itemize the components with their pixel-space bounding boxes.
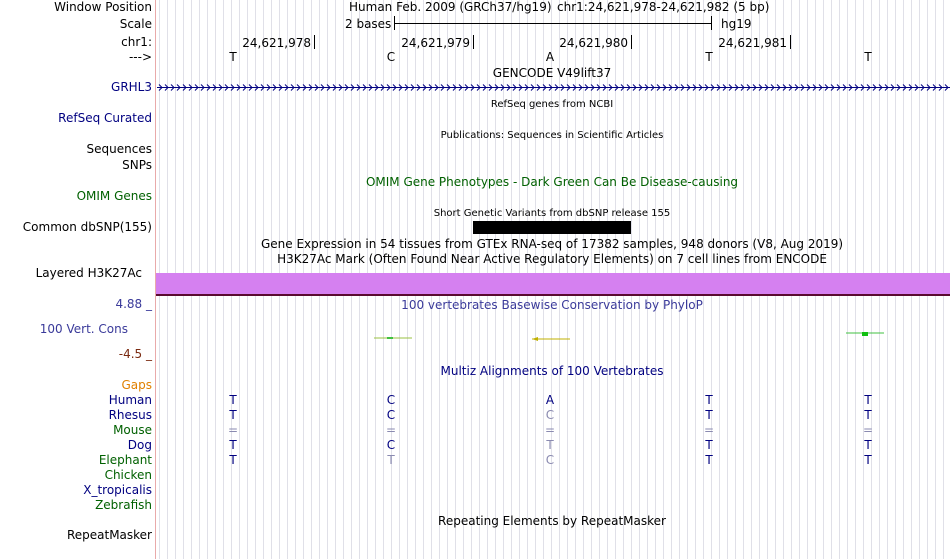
track-label-dbsnp[interactable]: Common dbSNP(155) xyxy=(22,220,152,234)
position-tick xyxy=(314,35,315,49)
scale-bar xyxy=(394,23,712,24)
publications-track-title: Publications: Sequences in Scientific Articles xyxy=(440,130,664,141)
aligned-base: = xyxy=(862,423,874,437)
aligned-base: T xyxy=(864,453,872,467)
position-label: 24,621,981 xyxy=(718,36,787,50)
track-label-repeatmasker[interactable]: RepeatMasker xyxy=(66,528,152,542)
species-label: Human xyxy=(108,393,152,407)
chr-label: chr1: xyxy=(121,35,152,49)
phylop-max-label: 4.88 _ xyxy=(115,297,152,311)
reference-base: C xyxy=(386,50,396,64)
aligned-base: A xyxy=(545,393,555,407)
track-label-h3k27ac[interactable]: Layered H3K27Ac xyxy=(35,266,142,280)
aligned-base: C xyxy=(386,408,396,422)
strand-label: ---> xyxy=(128,50,152,64)
phylop-signal[interactable] xyxy=(156,325,950,345)
position-label: 24,621,980 xyxy=(559,36,628,50)
repeatmasker-track-title: Repeating Elements by RepeatMasker xyxy=(438,514,666,528)
species-label: X_tropicalis xyxy=(83,483,152,497)
aligned-base: = xyxy=(385,423,397,437)
aligned-base: = xyxy=(227,423,239,437)
aligned-base: T xyxy=(546,438,554,452)
position-tick xyxy=(473,35,474,49)
aligned-base: T xyxy=(705,393,713,407)
omim-track-title: OMIM Gene Phenotypes - Dark Green Can Be Disease-causing xyxy=(365,175,739,189)
aligned-base: T xyxy=(864,408,872,422)
aligned-base: C xyxy=(545,408,555,422)
reference-base: T xyxy=(864,50,872,64)
reference-base: T xyxy=(229,50,237,64)
species-label: Gaps xyxy=(121,378,152,392)
dbsnp-track-title: Short Genetic Variants from dbSNP release 155 xyxy=(433,208,671,219)
track-label-omim[interactable]: OMIM Genes xyxy=(76,189,152,203)
h3k27ac-signal[interactable] xyxy=(156,273,950,294)
aligned-base: T xyxy=(705,453,713,467)
scale-bar-right-tick xyxy=(711,16,712,30)
track-label-refseq[interactable]: RefSeq Curated xyxy=(58,111,152,125)
aligned-base: T xyxy=(705,438,713,452)
scale-text: 2 bases xyxy=(345,17,392,31)
track-label-sequences[interactable]: Sequences xyxy=(86,142,152,156)
gtex-track-title: Gene Expression in 54 tissues from GTEx RNA-seq of 17382 samples, 948 donors (V8, Aug 2019) xyxy=(260,237,844,251)
aligned-base: T xyxy=(387,453,395,467)
window-position-label: Window Position xyxy=(54,0,152,14)
species-label: Dog xyxy=(127,438,152,452)
reference-base: T xyxy=(705,50,713,64)
multiz-track-title: Multiz Alignments of 100 Vertebrates xyxy=(440,364,664,378)
track-label-snps[interactable]: SNPs xyxy=(122,158,152,172)
species-label: Mouse xyxy=(113,423,152,437)
species-label: Rhesus xyxy=(108,408,152,422)
aligned-base: C xyxy=(386,393,396,407)
aligned-base: C xyxy=(386,438,396,452)
position-coords: chr1:24,621,978-24,621,982 (5 bp) xyxy=(557,0,770,14)
position-tick xyxy=(631,35,632,49)
aligned-base: T xyxy=(705,408,713,422)
species-label: Zebrafish xyxy=(95,498,152,512)
position-label: 24,621,979 xyxy=(401,36,470,50)
species-label: Elephant xyxy=(98,453,152,467)
h3k27ac-baseline xyxy=(156,294,950,296)
gencode-track-title: GENCODE V49lift37 xyxy=(492,66,612,80)
phylop-track-title: 100 vertebrates Basewise Conservation by PhyloP xyxy=(401,298,703,312)
gencode-transcript[interactable] xyxy=(157,80,950,95)
h3k27ac-track-title: H3K27Ac Mark (Often Found Near Active Regulatory Elements) on 7 cell lines from ENCODE xyxy=(277,252,827,266)
track-label-phylop[interactable]: 100 Vert. Cons xyxy=(39,322,128,336)
aligned-base: T xyxy=(229,408,237,422)
aligned-base: = xyxy=(544,423,556,437)
transcript-intron-arrows xyxy=(157,80,950,95)
species-label: Chicken xyxy=(104,468,152,482)
aligned-base: T xyxy=(864,393,872,407)
position-tick xyxy=(790,35,791,49)
aligned-base: T xyxy=(229,438,237,452)
aligned-base: = xyxy=(703,423,715,437)
phylop-bars xyxy=(156,325,950,345)
aligned-base: T xyxy=(229,453,237,467)
phylop-min-label: -4.5 _ xyxy=(118,347,152,361)
refseq-track-title: RefSeq genes from NCBI xyxy=(490,99,614,110)
assembly-name: Human Feb. 2009 (GRCh37/hg19) xyxy=(349,0,552,14)
aligned-base: T xyxy=(864,438,872,452)
scale-label: Scale xyxy=(119,17,152,31)
position-label: 24,621,978 xyxy=(242,36,311,50)
db-name: hg19 xyxy=(721,17,752,31)
dbsnp-variant-block[interactable] xyxy=(473,221,631,234)
reference-base: A xyxy=(545,50,555,64)
track-label-grhl3[interactable]: GRHL3 xyxy=(111,80,152,94)
aligned-base: C xyxy=(545,453,555,467)
aligned-base: T xyxy=(229,393,237,407)
